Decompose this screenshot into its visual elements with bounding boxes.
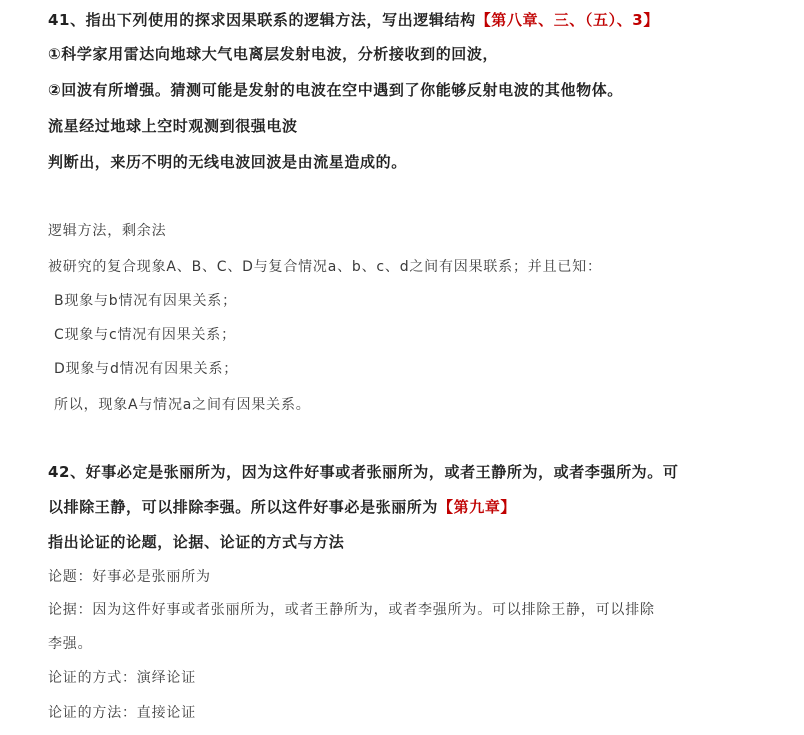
q42-answer-thesis: 论题：好事必是张丽所为: [48, 569, 211, 585]
q41-answer-premise: 被研究的复合现象A、B、C、D与复合情况a、b、c、d之间有因果联系；并且已知：: [48, 259, 602, 275]
q41-text-line-3: 流星经过地球上空时观测到很强电波: [48, 117, 298, 135]
q41-title-line: [48, 13, 659, 28]
q41-chapter-ref: 【第八章、三、（五）、3】: [475, 11, 659, 29]
q41-answer-c: C现象与c情况有因果关系；: [54, 327, 236, 343]
q42-answer-grounds-2: 李强。: [48, 636, 93, 652]
q42-title-text: 以排除王静，可以排除李强。所以这件好事必是张丽所为: [48, 498, 439, 516]
q41-answer-d: D现象与d情况有因果关系；: [54, 361, 239, 377]
q42-answer-form: 论证的方式：演绎论证: [48, 670, 196, 686]
q42-prompt: 指出论证的论题，论据、论证的方式与方法: [48, 533, 345, 551]
q42-title-line-1: 42、好事必定是张丽所为，因为这件好事或者张丽所为，或者王静所为，或者李强所为。可: [48, 463, 679, 481]
q42-chapter-ref: 【第九章】: [438, 498, 517, 516]
q41-text-line-4: 判断出，来历不明的无线电波回波是由流星造成的。: [48, 153, 407, 171]
q41-answer-conclusion: 所以，现象A与情况a之间有因果关系。: [54, 397, 311, 413]
q42-title-line-2: [48, 500, 516, 515]
q41-answer-method: 逻辑方法，剩余法: [48, 223, 167, 239]
q42-answer-grounds-1: 论据：因为这件好事或者张丽所为，或者王静所为，或者李强所为。可以排除王静，可以排除: [48, 602, 655, 618]
q41-title: 41、指出下列使用的探求因果联系的逻辑方法，写出逻辑结构: [48, 11, 476, 29]
q41-answer-b: B现象与b情况有因果关系；: [54, 293, 237, 309]
q41-text-line-2: ②回波有所增强。猜测可能是发射的电波在空中遇到了你能够反射电波的其他物体。: [48, 81, 623, 99]
q41-text-line-1: ①科学家用雷达向地球大气电离层发射电波，分析接收到的回波，: [48, 45, 499, 63]
q42-answer-method: 论证的方法：直接论证: [48, 705, 196, 721]
